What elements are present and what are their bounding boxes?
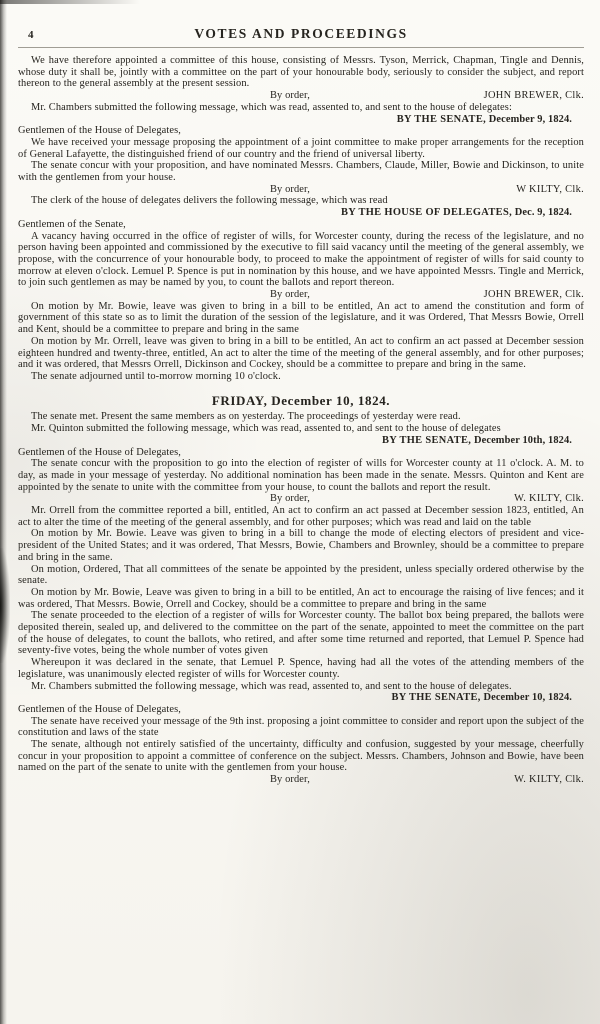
message-heading [18, 207, 584, 219]
paragraph: A vacancy having occurred in the office of register of wills, for Worcester county, during the recess of the legislature, and no person having been appointed and commissioned by the executive to fill said vacancy until the meeting of the general assembly, we propose, with the concurrence of your honourable body, to proceed to make the appointment of register of wills for said county to morrow at eleven o'clock. Lemuel P. Spence is put in nomination by this house, and we have appointed Messrs. Tingle and Merrick, to join such gentlemen as may be named by you, to count the ballots and report thereon. [18, 230, 584, 289]
by-order-line [18, 289, 584, 301]
message-source: BY THE SENATE, [391, 692, 481, 704]
message-date: Dec. 9, 1824. [512, 207, 572, 219]
clerk-signature: JOHN BREWER, Clk. [483, 90, 584, 102]
paragraph: Mr. Chambers submitted the following message, which was read, assented to, and sent to the house of delegates. [31, 680, 512, 692]
paragraph: On motion by Mr. Bowie, leave was given to bring in a bill to be entitled, An act to amend the constitution and form of government of this state so as to limit the duration of the session of the legislature, and it was Ordered, That Messrs Bowie, Orrell and Kent, should be a committee to prepare and bring in the same [18, 300, 584, 336]
paragraph: The clerk of the house of delegates delivers the following message, which was read [31, 195, 388, 207]
message-date: December 10, 1824. [480, 692, 572, 704]
message-source: BY THE HOUSE OF DELEGATES, [340, 207, 513, 219]
by-order-label: By order, [270, 90, 310, 102]
message-source: BY THE SENATE, [396, 113, 487, 125]
message-heading [18, 114, 584, 126]
paragraph: The senate, although not entirely satisfied of the uncertainty, difficulty and confusion, suggested by your message, cheerfully concur in your proposition to appoint a committee of conference on the subject. Messrs. Chambers, Johnson and Bowie, have been named on the part of the senate to unite with the gentlemen from your house. [18, 739, 584, 774]
message-heading [18, 435, 584, 447]
day-heading: FRIDAY, December 10, 1824. [211, 392, 391, 408]
message-date: December 10th, 1824. [471, 434, 572, 446]
by-order-line [18, 493, 584, 505]
clerk-signature: JOHN BREWER, Clk. [483, 289, 584, 301]
clerk-signature: W. KILTY, Clk. [514, 774, 584, 786]
clerk-signature: W KILTY, Clk. [516, 183, 584, 195]
paragraph: Whereupon it was declared in the senate, that Lemuel P. Spence, having had all the votes of the attending members of the legislature, was unanimously elected register of wills for Worcester county. [18, 657, 584, 680]
message-source: BY THE SENATE, [381, 434, 472, 446]
paragraph: We have received your message proposing the appointment of a joint committee to make proper arrangements for the reception of General Lafayette, the distinguished friend of our country and the friend of universal liberty. [18, 136, 584, 160]
page-number: 4 [28, 29, 34, 41]
by-order-line [18, 774, 584, 786]
paragraph: On motion by Mr. Bowie. Leave was given to bring in a bill to change the mode of electing electors of president and vice-president of the United States; and it was ordered, That Messrs, Bowie, Chambers and Brownley, should be a committee to prepare and bring in the same. [18, 528, 584, 563]
message-date: December 9, 1824. [486, 113, 572, 125]
paragraph: The senate concur with your proposition, and have nominated Messrs. Chambers, Claude, Miller, Bowie and Dickinson, to unite with the gentlemen from your house. [18, 160, 584, 184]
page-header [18, 26, 584, 48]
page-content [18, 26, 584, 786]
document-body [18, 55, 584, 786]
paragraph: The senate proceeded to the election of a register of wills for Worcester county. The ballot box being prepared, the ballots were deposited therein, sealed up, and delivered to the committee on the part of the senate, appointed to meet the committee on the part of the house of delegates, to count the ballots, who retired, and after some time returned and reported, that Lemuel P. Spence had seventy-five votes, being the whole number of votes given [18, 610, 584, 657]
paragraph: The senate have received your message of the 9th inst. proposing a joint committee to consider and report upon the subject of the constitution and laws of the state [18, 715, 584, 739]
scan-artifact-top-edge [0, 0, 140, 4]
salutation-line: Gentlemen of the House of Delegates, [18, 703, 182, 715]
paragraph: On motion by Mr. Orrell, leave was given to bring in a bill to be entitled, An act to confirm an act passed at December session eighteen hundred and twenty-three, entitled, An act to alter the time of the meeting of the general assembly, and for other purposes; and it was ordered, that Messrs Orrell, Dickinson and Cockey, should be a committee to prepare and bring in the same. [18, 335, 584, 371]
paragraph: The senate concur with the proposition to go into the election of register of wills for Worcester county at 11 o'clock. A. M. to day, as made in your message of yesterday. No additional nomination has been made in the senate. Messrs. Quinton and Kent are appointed by the senate to unite with the committee from your house, to count the ballots and report the result. [18, 458, 584, 493]
salutation-line: Gentlemen of the House of Delegates, [18, 125, 182, 137]
paragraph: Mr. Orrell from the committee reported a bill, entitled, An act to confirm an act passed at December session 1823, entitled, An act to alter the time of the meeting of the general assembly, and for other purposes; which was read and laid on the table [18, 505, 584, 528]
clerk-signature: W. KILTY, Clk. [514, 493, 584, 505]
salutation-line: Gentlemen of the House of Delegates, [18, 446, 182, 458]
paragraph: The senate met. Present the same members as on yesterday. The proceedings of yesterday were read. [31, 411, 461, 423]
paragraph: Mr. Chambers submitted the following message, which was read, assented to, and sent to the house of delegates: [31, 101, 512, 113]
paragraph: Mr. Quinton submitted the following message, which was read, assented to, and sent to the house of delegates [31, 423, 501, 435]
message-heading [18, 692, 584, 704]
by-order-label: By order, [270, 289, 310, 301]
by-order-line [18, 90, 584, 102]
by-order-line [18, 184, 584, 196]
scan-artifact-ink-blot [0, 548, 10, 663]
paragraph: On motion, Ordered, That all committees of the senate be appointed by the president, unless specially ordered otherwise by the senate. [18, 563, 584, 587]
by-order-label: By order, [270, 774, 310, 786]
scan-artifact-left-edge [0, 0, 7, 1024]
by-order-label: By order, [270, 183, 310, 195]
salutation-line: Gentlemen of the Senate, [18, 218, 126, 230]
paragraph: We have therefore appointed a committee of this house, consisting of Messrs. Tyson, Merrick, Chapman, Tingle and Dennis, whose duty it shall be, jointly with a committee on the part of your honourable body, seriously to consider the subject, and report thereon to the general assembly at the present session. [18, 55, 584, 90]
paragraph: The senate adjourned until to-morrow morning 10 o'clock. [31, 370, 281, 382]
page-title: VOTES AND PROCEEDINGS [194, 26, 408, 41]
paragraph: On motion by Mr. Bowie, Leave was given to bring in a bill to be entitled, An act to encourage the raising of live fences; and it was ordered, That Messrs. Bowie, Orrell and Cockey, should be a committee to prepare and bring in the same [18, 586, 584, 610]
by-order-label: By order, [270, 493, 310, 505]
